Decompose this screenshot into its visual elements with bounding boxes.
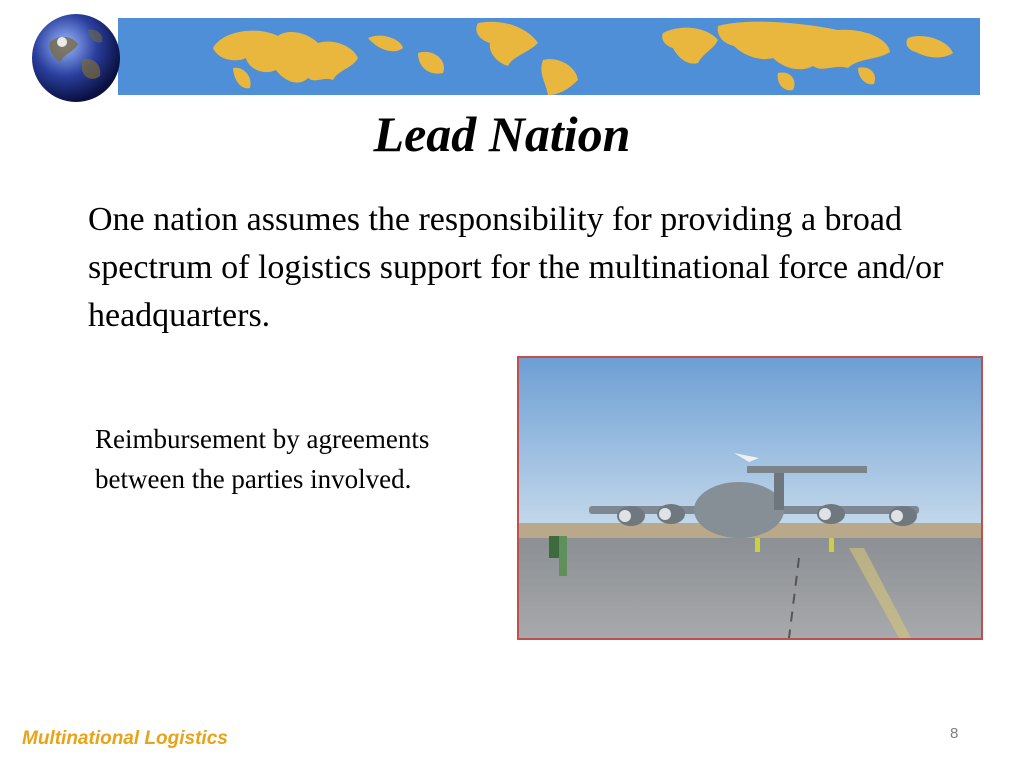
secondary-text: Reimbursement by agreements between the parties involved. xyxy=(95,424,430,494)
world-map-graphic xyxy=(118,18,980,95)
body-text: One nation assumes the responsibility for providing a broad spectrum of logistics support for the multinational force and/or headquarters. xyxy=(88,201,944,334)
cargo-plane-image xyxy=(519,358,981,638)
world-map-banner xyxy=(118,18,980,95)
globe-icon xyxy=(30,12,122,104)
slide-title: Lead Nation xyxy=(373,106,631,162)
footer-text: Multinational Logistics xyxy=(22,728,228,749)
page-number: 8 xyxy=(950,725,959,742)
aircraft-photo xyxy=(517,356,983,640)
